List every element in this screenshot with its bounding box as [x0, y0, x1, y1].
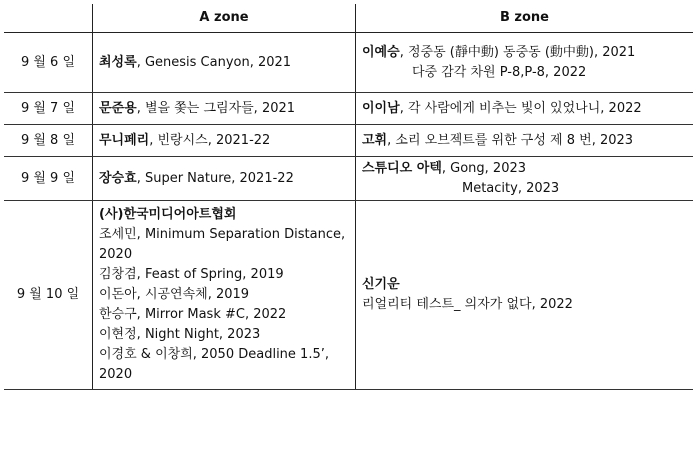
header-row: [4, 4, 693, 33]
work-info: , Super Nature, 2021-22: [136, 170, 294, 186]
entry-line: [362, 131, 687, 151]
work-info: 다중 감각 차원 P-8,P-8, 2022: [412, 64, 587, 80]
date-cell: 9 월 10 일: [4, 201, 93, 390]
zone-a-cell: [93, 33, 356, 93]
header-zone-b: B zone: [356, 4, 694, 33]
work-info: , 빈랑시스, 2021-22: [149, 132, 271, 148]
work-info: 이경호 & 이창희, 2050 Deadline 1.5’,: [99, 347, 329, 362]
zone-a-cell: [93, 157, 356, 201]
work-info: 리얼리티 테스트_ 의자가 없다, 2022: [362, 297, 573, 312]
schedule-table: [4, 4, 693, 390]
zone-b-cell: [356, 201, 694, 390]
entry-line: [362, 43, 687, 63]
zone-b-cell: [356, 157, 694, 201]
entry-line: [99, 53, 349, 73]
work-info: 2020: [99, 367, 133, 382]
entry-line: [99, 225, 349, 245]
entry-line: [362, 275, 687, 295]
artist-name: 신기운: [362, 277, 400, 292]
zone-b-cell: [356, 125, 694, 157]
entry-line: [99, 265, 349, 285]
entry-line: [362, 63, 687, 83]
entry-line: [99, 365, 349, 385]
zone-b-cell: [356, 93, 694, 125]
work-info: , Gong, 2023: [441, 160, 527, 176]
entry-line: [99, 205, 349, 225]
work-info: 이현정, Night Night, 2023: [99, 327, 261, 342]
table-header: [4, 4, 693, 33]
artist-name: 스튜디오 아텍: [362, 160, 442, 176]
work-info: 김창겸, Feast of Spring, 2019: [99, 267, 284, 282]
header-zone-a: A zone: [93, 4, 356, 33]
entry-line: [362, 159, 687, 179]
work-info: , 별을 쫓는 그림자들, 2021: [136, 100, 296, 116]
artist-name: 문준용: [99, 100, 137, 116]
artist-name: 고휘: [362, 132, 388, 148]
artist-name: 이예승: [362, 44, 400, 60]
entry-line: [99, 325, 349, 345]
entry-line: [99, 99, 349, 119]
table-row: [4, 201, 693, 390]
entry-line: [99, 169, 349, 189]
zone-b-cell: [356, 33, 694, 93]
entry-line: [99, 305, 349, 325]
artist-name: (사)한국미디어아트협회: [99, 207, 237, 222]
header-date: [4, 4, 93, 33]
table-row: [4, 157, 693, 201]
entry-line: [99, 345, 349, 365]
table-row: [4, 93, 693, 125]
work-info: , Genesis Canyon, 2021: [136, 54, 292, 70]
zone-a-cell: [93, 201, 356, 390]
artist-name: 이이남: [362, 100, 400, 116]
work-info: 이돈아, 시공연속체, 2019: [99, 287, 250, 302]
table-body: [4, 33, 693, 390]
date-cell: 9 월 7 일: [4, 93, 93, 125]
work-info: 조세민, Minimum Separation Distance,: [99, 227, 346, 242]
work-info: , 각 사람에게 비추는 빛이 있었나니, 2022: [399, 100, 642, 116]
artist-name: 무니페리: [99, 132, 150, 148]
entry-line: [99, 245, 349, 265]
work-info: 한승구, Mirror Mask #C, 2022: [99, 307, 287, 322]
work-info: , 정중동 (靜中動) 동중동 (動中動), 2021: [399, 44, 636, 60]
table-row: [4, 33, 693, 93]
artist-name: 장승효: [99, 170, 137, 186]
work-info: Metacity, 2023: [462, 180, 560, 196]
entry-line: [362, 99, 687, 119]
entry-line: [362, 295, 687, 315]
date-cell: 9 월 6 일: [4, 33, 93, 93]
entry-line: [99, 285, 349, 305]
zone-a-cell: [93, 93, 356, 125]
date-cell: 9 월 8 일: [4, 125, 93, 157]
zone-a-cell: [93, 125, 356, 157]
entry-line: [362, 179, 687, 199]
artist-name: 최성록: [99, 54, 137, 70]
table-row: [4, 125, 693, 157]
work-info: , 소리 오브젝트를 위한 구성 제 8 번, 2023: [387, 132, 634, 148]
work-info: 2020: [99, 247, 133, 262]
date-cell: 9 월 9 일: [4, 157, 93, 201]
entry-line: [99, 131, 349, 151]
